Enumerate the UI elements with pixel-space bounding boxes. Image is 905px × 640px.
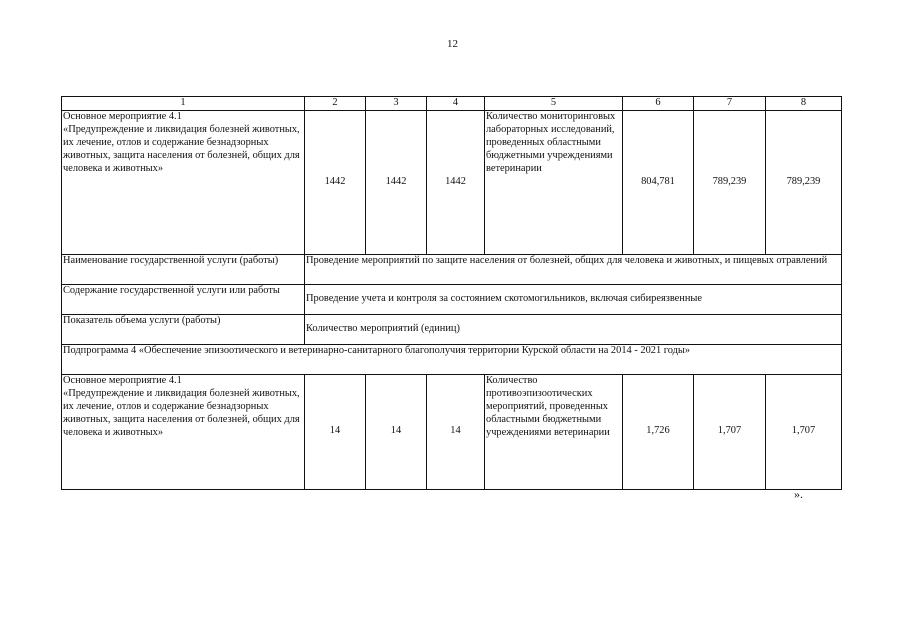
- column-header: 4: [427, 97, 485, 111]
- service-content-label: Содержание государственной услуги или работы: [62, 284, 305, 314]
- value-cell: 789,239: [766, 110, 842, 254]
- service-content-value: Проведение учета и контроля за состоянием скотомогильников, включая сибиреязвенные: [305, 284, 842, 314]
- column-header: 8: [766, 97, 842, 111]
- measure-description: Основное мероприятие 4.1 «Предупреждение и ликвидация болезней животных, их лечение, отлов и содержание безнадзорных животных, защита населения от болезней, общих для человека и животных»: [62, 374, 305, 489]
- column-header: 3: [366, 97, 427, 111]
- closing-quote-mark: ».: [794, 487, 803, 501]
- value-cell: 14: [305, 374, 366, 489]
- service-name-label: Наименование государственной услуги (работы): [62, 254, 305, 284]
- value-cell: 1,726: [623, 374, 694, 489]
- column-header: 6: [623, 97, 694, 111]
- volume-indicator-label: Показатель объема услуги (работы): [62, 314, 305, 344]
- table-row-service-content: [62, 284, 842, 314]
- table-row-measure-1: [62, 110, 842, 254]
- value-cell: 1442: [305, 110, 366, 254]
- value-cell: 1,707: [694, 374, 766, 489]
- value-cell: 1,707: [766, 374, 842, 489]
- table-row-volume-indicator: [62, 314, 842, 344]
- column-header: 2: [305, 97, 366, 111]
- measure-description: Основное мероприятие 4.1 «Предупреждение и ликвидация болезней животных, их лечение, отлов и содержание безнадзорных животных, защита населения от болезней, общих для человека и животных»: [62, 110, 305, 254]
- column-header: 7: [694, 97, 766, 111]
- table-row-subprogram: [62, 344, 842, 374]
- column-header: 1: [62, 97, 305, 111]
- value-cell: 789,239: [694, 110, 766, 254]
- value-cell: 1442: [427, 110, 485, 254]
- document-table: [61, 96, 842, 490]
- column-header: 5: [485, 97, 623, 111]
- value-cell: 14: [366, 374, 427, 489]
- value-cell: 1442: [366, 110, 427, 254]
- indicator-description: Количество мониторинговых лабораторных исследований, проведенных областными бюджетными учреждениями ветеринарии: [485, 110, 623, 254]
- table-row-measure-2: [62, 374, 842, 489]
- service-name-value: Проведение мероприятий по защите населения от болезней, общих для человека и животных, и пищевых отравлений: [305, 254, 842, 284]
- table-row-service-name: [62, 254, 842, 284]
- subprogram-title: Подпрограмма 4 «Обеспечение эпизоотического и ветеринарно-санитарного благополучия территории Курской области на 2014 - 2021 годы»: [62, 344, 842, 374]
- value-cell: 804,781: [623, 110, 694, 254]
- table-header-row: [62, 97, 842, 111]
- indicator-description: Количество противоэпизоотических мероприятий, проведенных областными бюджетными учреждениями ветеринарии: [485, 374, 623, 489]
- page-number: 12: [447, 38, 458, 50]
- value-cell: 14: [427, 374, 485, 489]
- volume-indicator-value: Количество мероприятий (единиц): [305, 314, 842, 344]
